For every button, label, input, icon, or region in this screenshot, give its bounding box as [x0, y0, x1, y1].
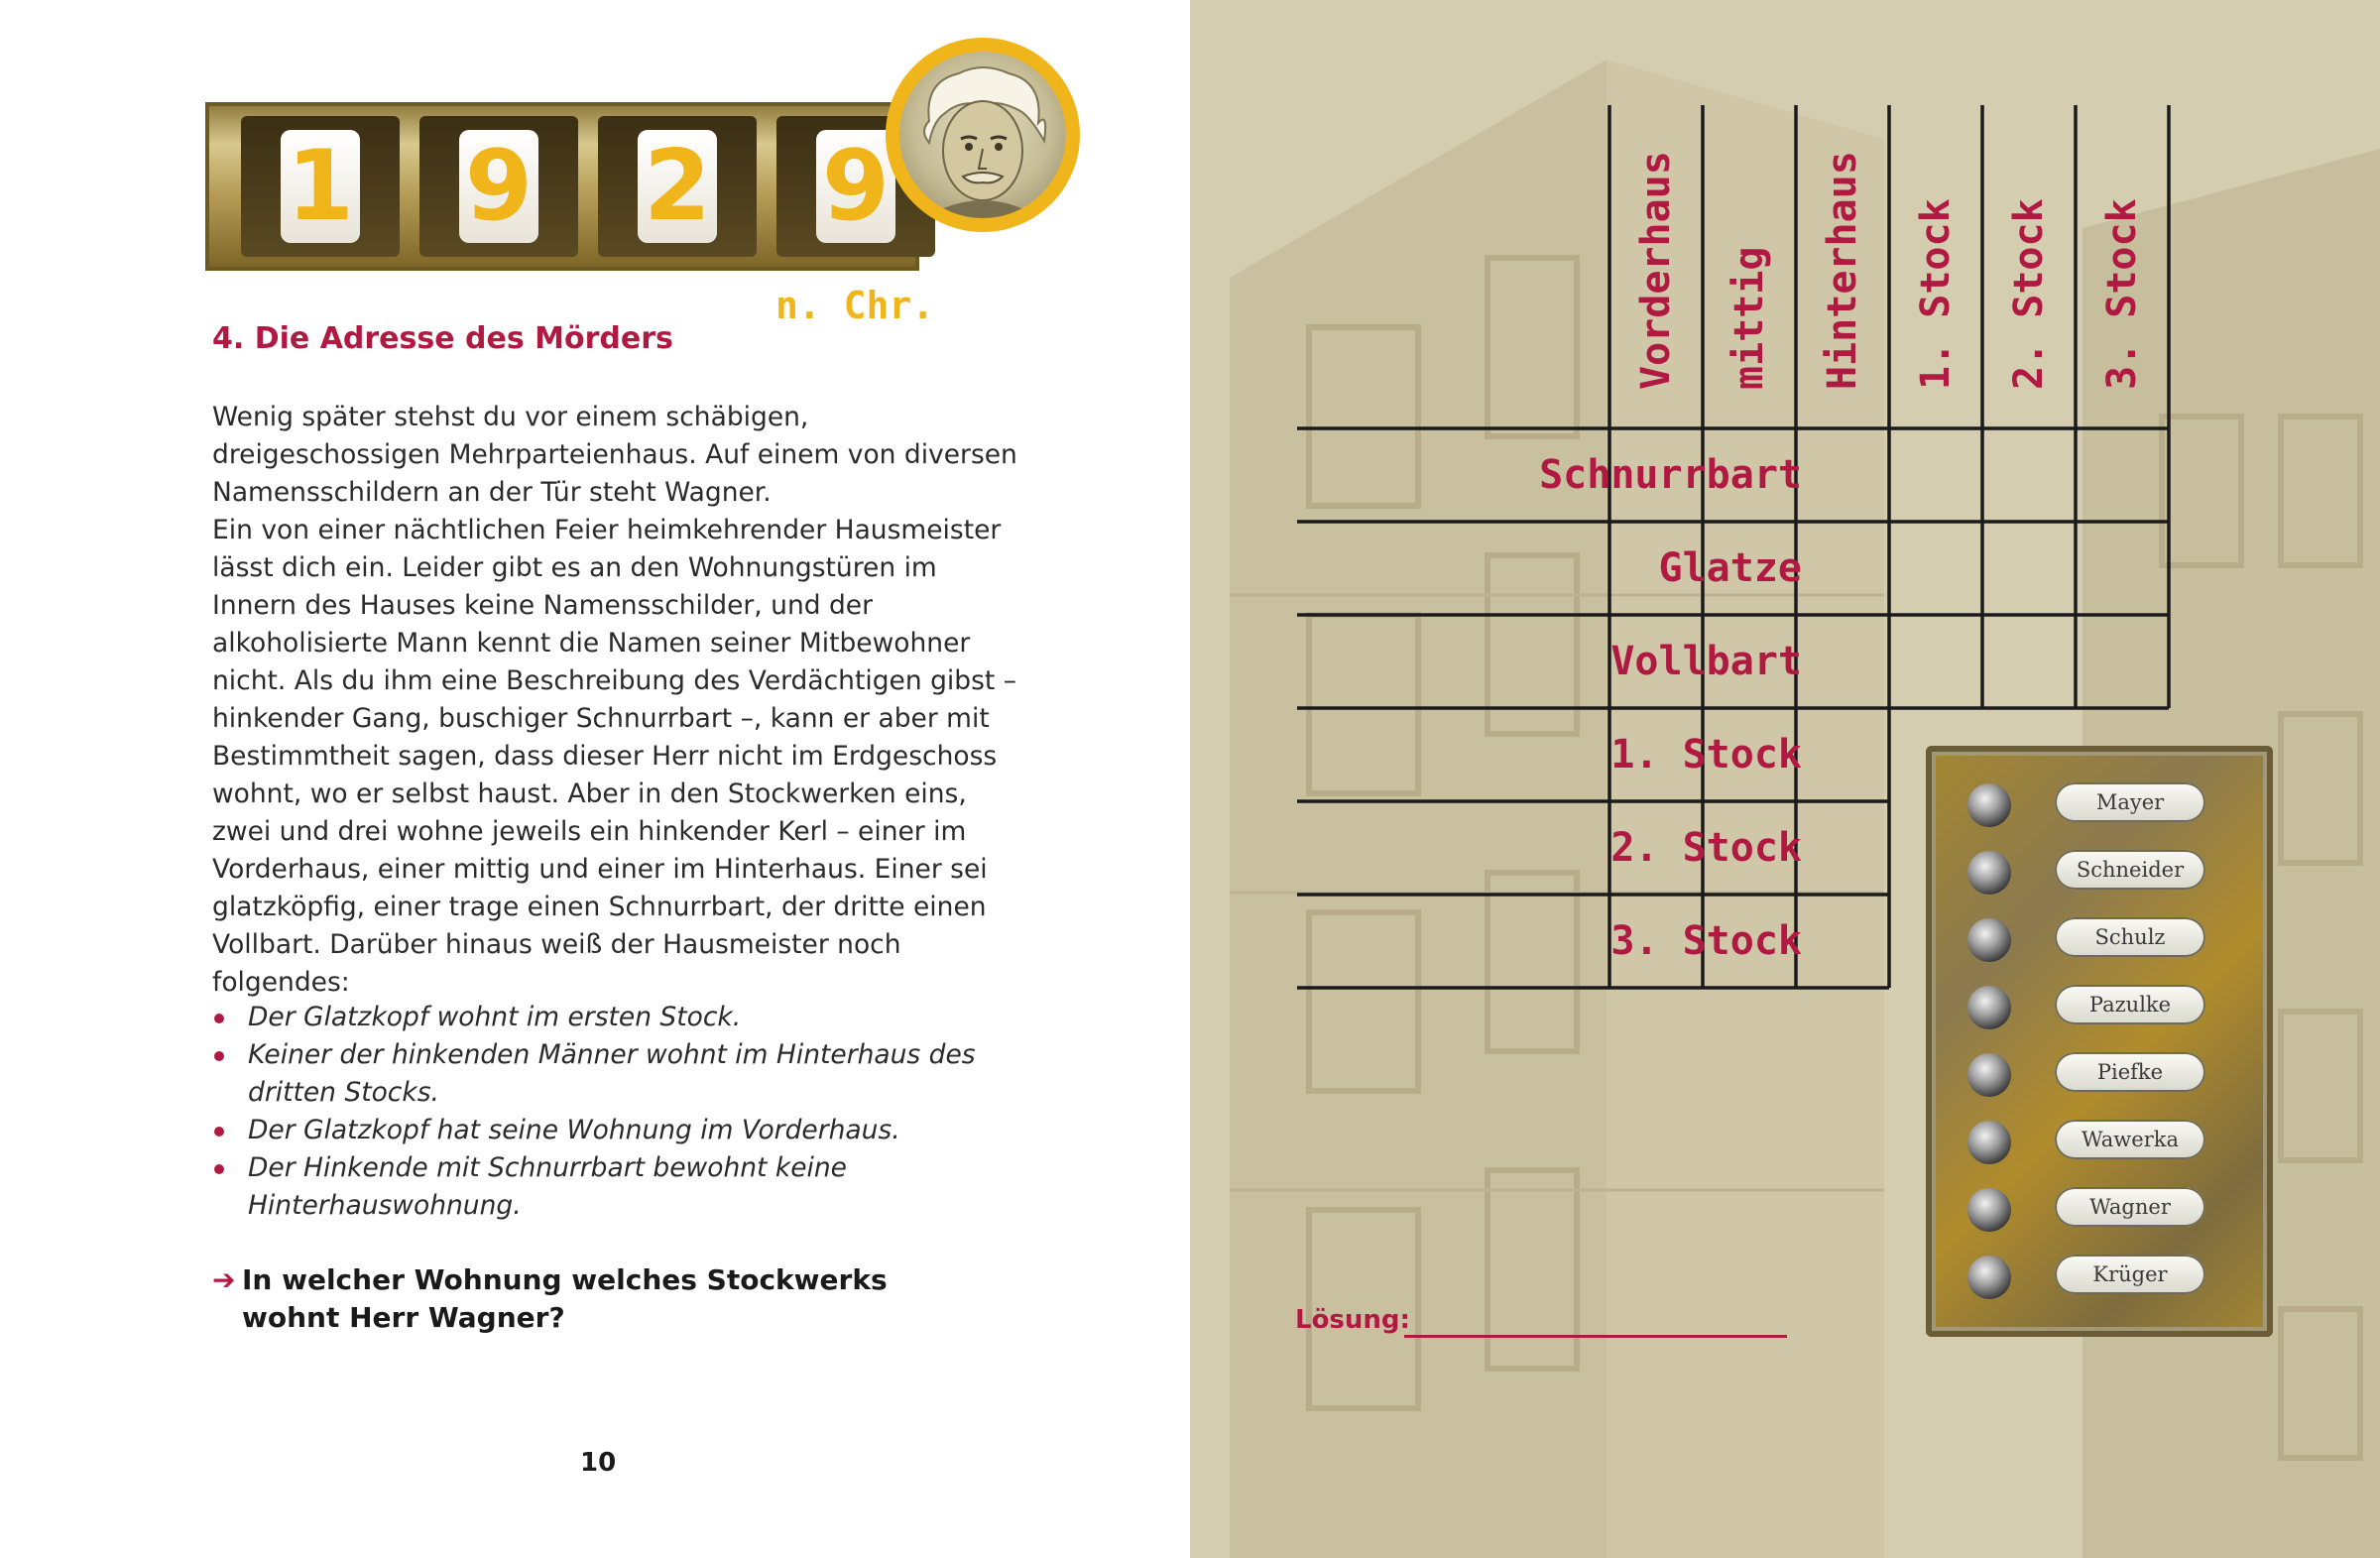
doorbell-row — [1926, 910, 2273, 970]
doorbell-row — [1926, 1045, 2273, 1105]
section-heading: 4. Die Adresse des Mörders — [212, 321, 673, 356]
grid-column-header: 2. Stock — [2006, 198, 2052, 390]
page-number: 10 — [580, 1448, 617, 1478]
doorbell-row — [1926, 776, 2273, 835]
grid-column-header: Hinterhaus — [1820, 151, 1865, 390]
doorbell-nameplate: Wagner — [2055, 1187, 2205, 1227]
doorbell-nameplate: Schneider — [2055, 850, 2205, 890]
doorbell-button-icon — [1967, 1121, 2011, 1164]
doorbell-button-icon — [1967, 1188, 2011, 1232]
clue-item: Keiner der hinkenden Männer wohnt im Hinterhaus des dritten Stocks. — [212, 1036, 1025, 1112]
question-text: In welcher Wohnung welches Stockwerks wohnt Herr Wagner? — [242, 1263, 888, 1334]
doorbell-nameplate: Krüger — [2055, 1255, 2205, 1294]
doorbell-panel — [1926, 746, 2273, 1337]
doorbell-nameplate: Pazulke — [2055, 985, 2205, 1024]
solution-label: Lösung: — [1295, 1305, 1410, 1335]
grid-row-header: Schnurrbart — [1539, 452, 1802, 498]
year-counter — [205, 102, 919, 271]
right-page — [1190, 0, 2380, 1558]
grid-row-header: Glatze — [1658, 545, 1802, 591]
grid-column-header: Vorderhaus — [1633, 151, 1679, 390]
grid-row-header: 1. Stock — [1610, 732, 1802, 778]
einstein-portrait-inner — [899, 52, 1066, 218]
clue-item: Der Glatzkopf hat seine Wohnung im Vorderhaus. — [212, 1112, 1025, 1149]
clue-list — [212, 999, 1025, 1225]
story-text — [212, 399, 1025, 1002]
doorbell-button-icon — [1967, 1256, 2011, 1299]
year-digit: 1 — [281, 130, 360, 243]
grid-row-header: Vollbart — [1610, 639, 1802, 684]
doorbell-row — [1926, 978, 2273, 1037]
einstein-portrait-icon — [886, 38, 1080, 232]
doorbell-button-icon — [1967, 918, 2011, 962]
year-digit: 2 — [638, 130, 717, 243]
solution-answer-line[interactable] — [1404, 1335, 1787, 1338]
grid-row-header: 2. Stock — [1610, 825, 1802, 871]
year-digit-slot — [419, 116, 578, 257]
doorbell-row — [1926, 1180, 2273, 1240]
clue-item: Der Glatzkopf wohnt im ersten Stock. — [212, 999, 1025, 1036]
story-paragraph: Wenig später stehst du vor einem schäbigen, dreigeschossigen Mehrparteienhaus. Auf einem von diversen Namensschildern an der Tür steht Wagner. — [212, 402, 1017, 508]
grid-column-header: 3. Stock — [2099, 198, 2145, 390]
einstein-portrait-drawing — [899, 52, 1066, 218]
doorbell-row — [1926, 843, 2273, 902]
arrow-right-icon: ➔ — [212, 1263, 236, 1296]
grid-column-header: mittig — [1726, 246, 1772, 390]
story-paragraph: Ein von einer nächtlichen Feier heimkehrender Hausmeister lässt dich ein. Leider gibt es an den Wohnungstüren im Innern des Hauses keine Namensschilder, und der alkoholisierte Mann kennt die Namen seiner Mitbewohner nicht. Als du ihm eine Beschreibung des Verdächtigen gibst – hinkender Gang, buschiger Schnurrbart –, kann er aber mit Bestimmtheit sagen, dass dieser Herr nicht im Erdgeschoss wohnt, wo er selbst haust. Aber in den Stockwerken eins, zwei und drei wohne jeweils ein hinkender Kerl – einer im Vorderhaus, einer mittig und einer im Hinterhaus. Einer sei glatzköpfig, einer trage einen Schnurrbart, der dritte einen Vollbart. Darüber hinaus weiß der Hausmeister noch folgendes: — [212, 515, 1016, 998]
doorbell-button-icon — [1967, 1053, 2011, 1097]
doorbell-nameplate: Mayer — [2055, 782, 2205, 822]
year-digit-slot — [598, 116, 757, 257]
era-label: n. Chr. — [775, 284, 935, 327]
year-digit: 9 — [816, 130, 895, 243]
year-digit: 9 — [459, 130, 538, 243]
question-block — [212, 1261, 966, 1337]
doorbell-button-icon — [1967, 851, 2011, 895]
doorbell-row — [1926, 1113, 2273, 1172]
doorbell-nameplate: Piefke — [2055, 1052, 2205, 1092]
year-digit-slot — [241, 116, 400, 257]
doorbell-nameplate: Wawerka — [2055, 1120, 2205, 1159]
grid-column-header: 1. Stock — [1913, 198, 1959, 390]
doorbell-row — [1926, 1248, 2273, 1307]
doorbell-button-icon — [1967, 986, 2011, 1029]
grid-row-header: 3. Stock — [1610, 918, 1802, 964]
clue-item: Der Hinkende mit Schnurrbart bewohnt keine Hinterhauswohnung. — [212, 1149, 1025, 1225]
doorbell-nameplate: Schulz — [2055, 917, 2205, 957]
doorbell-button-icon — [1967, 783, 2011, 827]
